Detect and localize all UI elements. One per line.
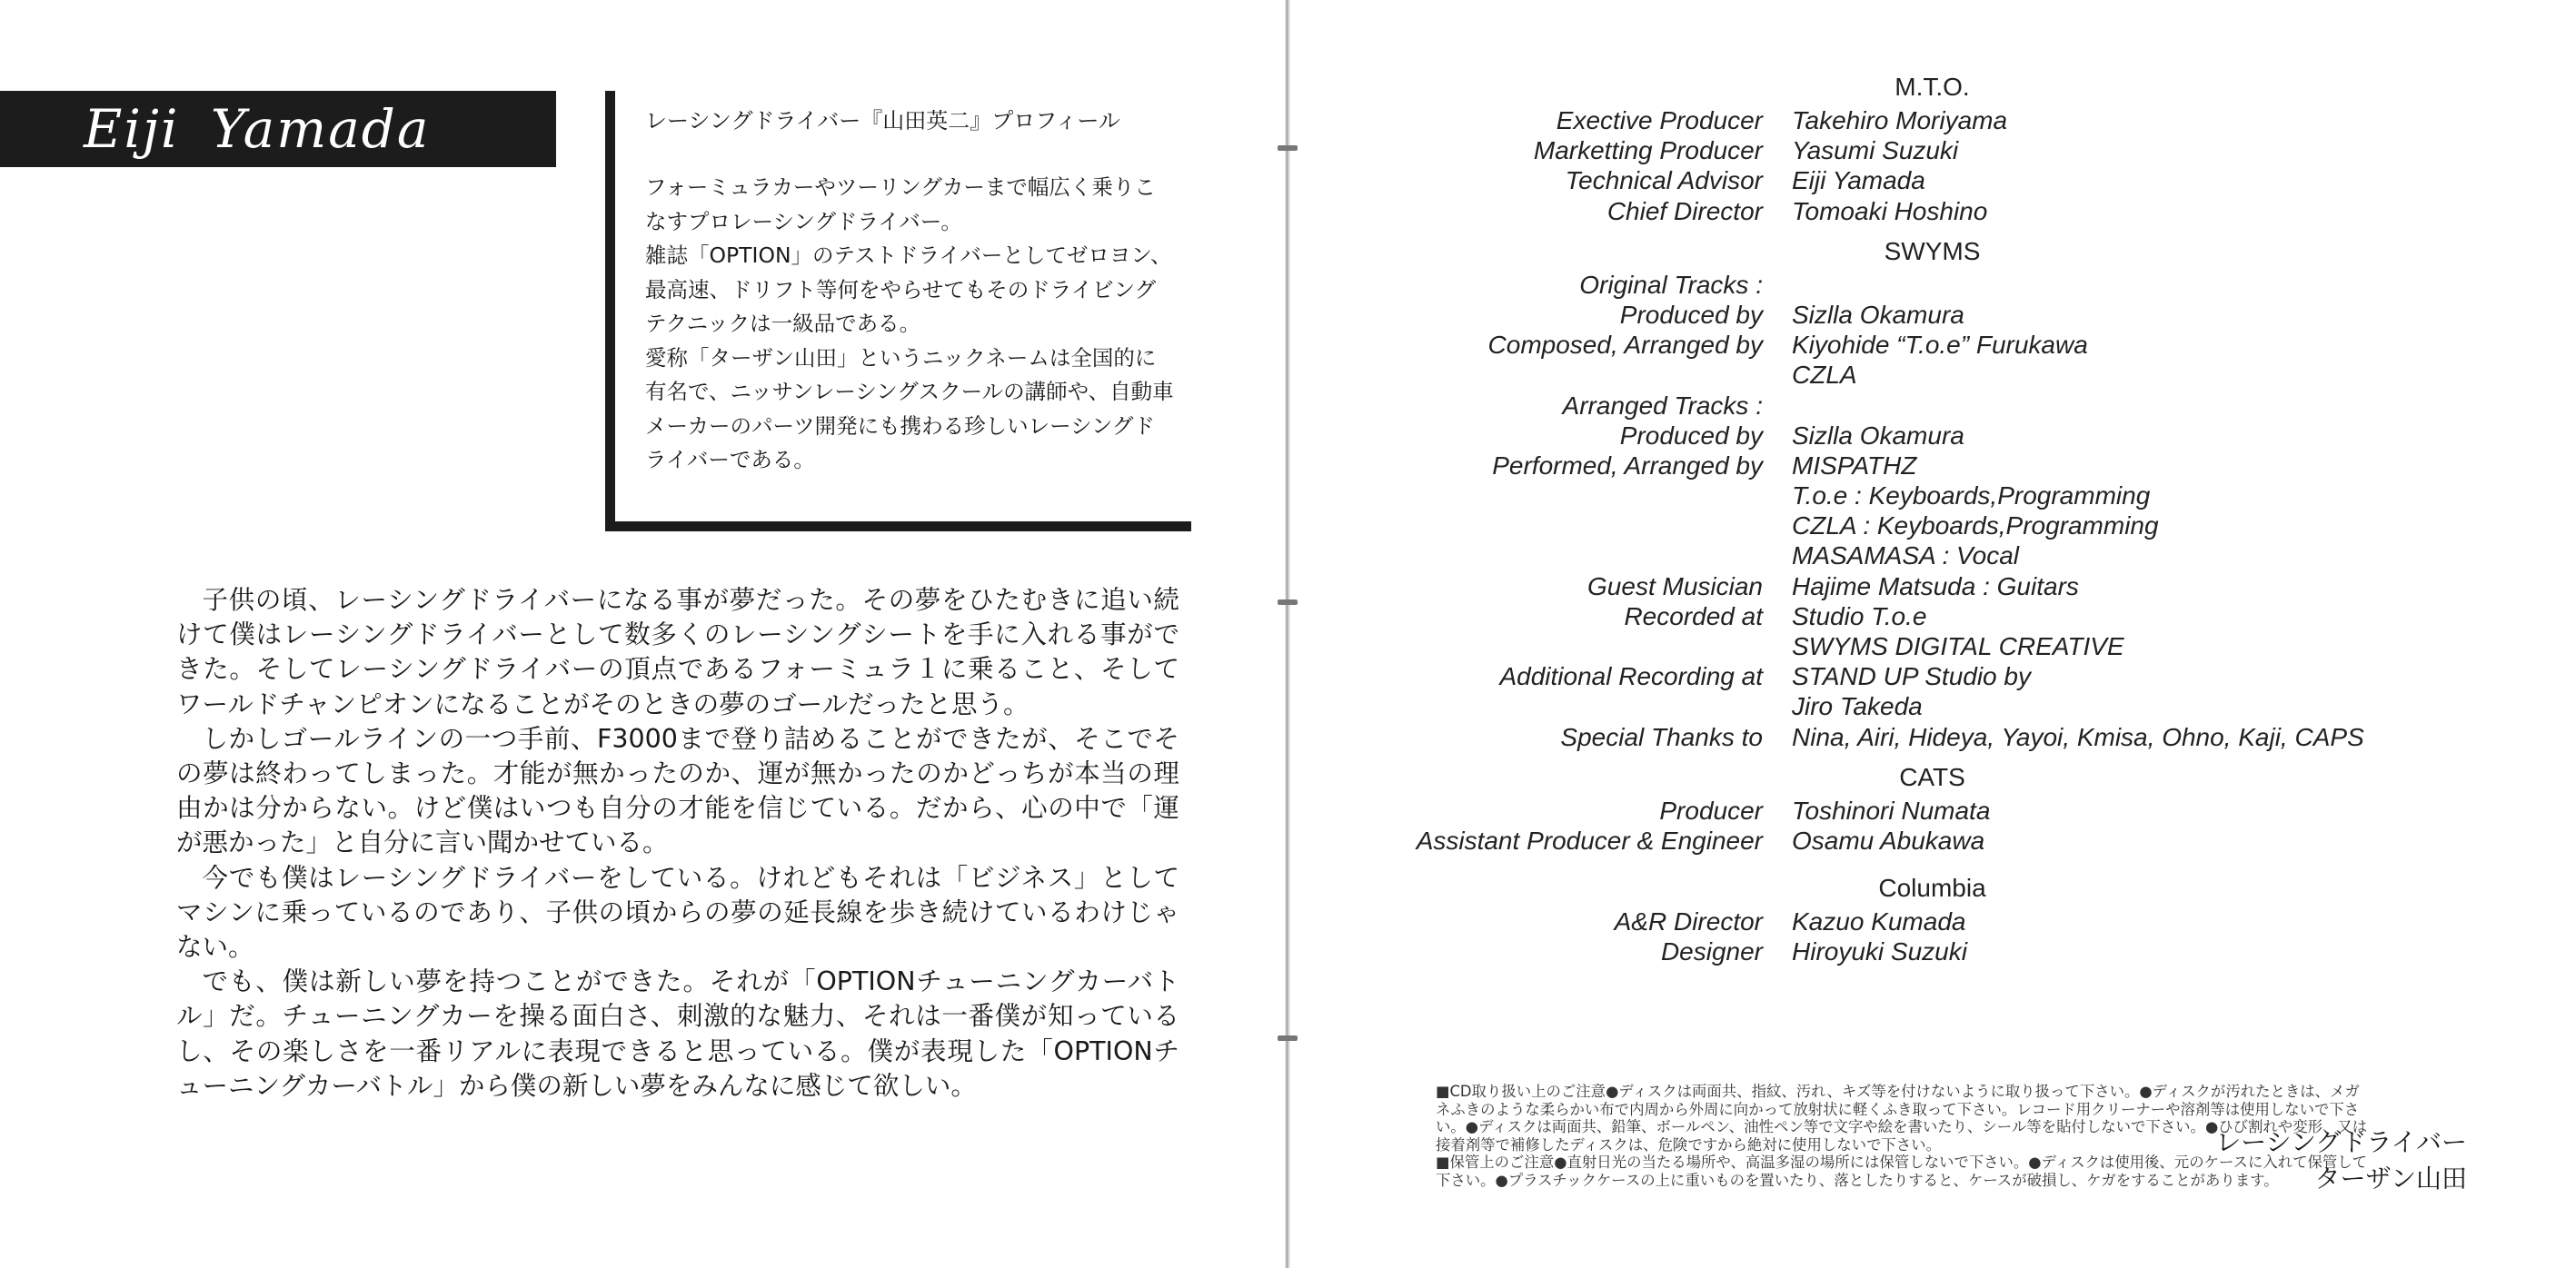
essay-paragraph: しかしゴールラインの一つ手前、F3000まで登り詰めることができたが、そこでその夢は終わってしまった。才能が無かったのか、運が無かったのかどっちが本当の理由かは分からない。けど僕はいつも自分の才能を信じている。だから、心の中で「運が悪かった」と自分に言い聞かせている。 [176, 723, 1179, 858]
credits-section-columbia [1288, 906, 2576, 966]
credit-row [1288, 691, 2576, 721]
credit-row [1288, 421, 2576, 451]
credit-role: Produced by [1619, 300, 1763, 329]
credit-name: T.o.e : Keyboards,Programming [1792, 481, 2151, 510]
credit-name: Kazuo Kumada [1792, 907, 1966, 936]
profile-heading: レーシングドライバー『山田英二』プロフィール [645, 108, 1120, 134]
credit-row [1288, 135, 2576, 165]
credit-role: Performed, Arranged by [1492, 451, 1763, 480]
credit-name: Hiroyuki Suzuki [1792, 937, 1967, 966]
credit-role: Exective Producer [1556, 106, 1763, 134]
credit-name: Hajime Matsuda : Guitars [1792, 571, 2079, 600]
signature-line: ターザン山田 [2314, 1164, 2467, 1194]
care-notice [1436, 1083, 2368, 1190]
credit-name: CZLA : Keyboards,Programming [1792, 511, 2159, 540]
credit-name: Nina, Airi, Hideya, Yayoi, Kmisa, Ohno, Kaji, CAPS [1792, 722, 2364, 751]
credit-role: Designer [1660, 937, 1763, 966]
credit-name: Studio T.o.e [1792, 601, 1927, 630]
essay-paragraph: 子供の頃、レーシングドライバーになる事が夢だった。その夢をひたむきに追い続けて僕はレーシングドライバーとして数多くのレーシングシートを手に入れる事ができた。そしてレーシングドライバーの頂点であるフォーミュラ１に乗ること、そしてワールドチャンピオンになることがそのときの夢のゴールだったと思う。 [176, 585, 1179, 719]
credit-name: STAND UP Studio by [1792, 662, 2031, 691]
credits-section-swyms [1288, 270, 2576, 752]
credit-role: Producer [1659, 796, 1763, 825]
credit-row [1288, 826, 2576, 856]
credit-name: Sizlla Okamura [1792, 300, 1964, 329]
credit-name: Kiyohide “T.o.e” Furukawa [1792, 331, 2088, 360]
credit-row [1288, 601, 2576, 631]
credit-role: Arranged Tracks : [1562, 391, 1763, 420]
credit-name: Yasumi Suzuki [1792, 136, 1959, 165]
credit-row [1288, 360, 2576, 390]
credits-section-heading: M.T.O. [1895, 73, 1970, 101]
credit-role: Additional Recording at [1499, 662, 1763, 691]
profile-paragraph: 愛称「ターザン山田」というニックネームは全国的に有名で、ニッサンレーシングスクールの講師や、自動車メーカーのパーツ開発にも携わる珍しいレーシングドライバーである。 [645, 344, 1174, 472]
signature-line: レーシングドライバー [2215, 1127, 2467, 1157]
credit-name: Sizlla Okamura [1792, 421, 1964, 450]
credit-role: Chief Director [1606, 196, 1763, 225]
credit-name: Tomoaki Hoshino [1792, 196, 1988, 225]
credit-row [1288, 330, 2576, 360]
credit-row [1288, 391, 2576, 421]
credit-role: A&R Director [1614, 907, 1763, 936]
credits-section-cats [1288, 796, 2576, 856]
credit-role: Produced by [1619, 421, 1763, 450]
credits-section-heading: CATS [1899, 762, 1965, 791]
credit-row [1288, 722, 2576, 752]
profile-paragraph: フォーミュラカーやツーリングカーまで幅広く乗りこなすプロレーシングドライバー。 [645, 174, 1156, 234]
credits-section-heading: Columbia [1878, 874, 1986, 903]
credit-name: Jiro Takeda [1792, 692, 1923, 721]
credit-row [1288, 571, 2576, 601]
credit-row [1288, 165, 2576, 195]
credit-row [1288, 540, 2576, 570]
essay [176, 583, 1179, 1104]
credits [1288, 69, 2576, 967]
handling-notice: ■CD取り扱い上のご注意●ディスクは両面共、指紋、汚れ、キズ等を付けないように取り扱って下さい。●ディスクが汚れたときは、メガネふきのような柔らかい布で内周から外周に向かって放射状に軽くふき取って下さい。レコード用クリーナーや溶剤等は使用しないで下さい。●ディスクは両面共、鉛筆、ボールペン、油性ペン等で文字や絵を書いたり、シール等を貼付しないで下さい。●ひび割れや変形、又は接着剤等で補修したディスクは、危険ですから絶対に使用しないで下さい。 [1436, 1083, 2368, 1154]
credit-name: SWYMS DIGITAL CREATIVE [1792, 632, 2124, 660]
credit-row [1288, 105, 2576, 135]
staple-mark [1278, 1035, 1298, 1041]
credit-name: Osamu Abukawa [1792, 826, 1985, 855]
credit-name: Eiji Yamada [1792, 166, 1925, 195]
credit-row [1288, 300, 2576, 330]
profile-paragraph: 雑誌「OPTION」のテストドライバーとしてゼロヨン、最高速、ドリフト等何をやらせてもそのドライビングテクニックは一級品である。 [645, 243, 1172, 336]
essay-paragraph: 今でも僕はレーシングドライバーをしている。けれどもそれは「ビジネス」としてマシンに乗っているのであり、子供の頃からの夢の延長線を歩き続けているわけじゃない。 [176, 862, 1179, 963]
credit-row [1288, 906, 2576, 936]
credit-row [1288, 451, 2576, 480]
credit-role: Original Tracks : [1579, 270, 1763, 299]
credit-role: Marketting Producer [1533, 136, 1763, 165]
credit-name: Toshinori Numata [1792, 796, 1991, 825]
credit-role: Special Thanks to [1560, 722, 1763, 751]
credit-row [1288, 196, 2576, 226]
credit-role: Technical Advisor [1565, 166, 1763, 195]
credit-row [1288, 480, 2576, 510]
credit-row [1288, 270, 2576, 300]
credit-row [1288, 510, 2576, 540]
essay-paragraph: でも、僕は新しい夢を持つことができた。それが「OPTIONチューニングカーバトル」だ。チューニングカーを操る面白さ、刺激的な魅力、それは一番僕が知っているし、その楽しさを一番リアルに表現できると思っている。僕が表現した「OPTIONチューニングカーバトル」から僕の新しい夢をみんなに感じて欲しい。 [176, 966, 1179, 1101]
credit-row [1288, 631, 2576, 661]
credit-role: Assistant Producer & Engineer [1416, 826, 1763, 855]
credit-row [1288, 661, 2576, 691]
credit-name: MISPATHZ [1792, 451, 1917, 480]
credit-name: Takehiro Moriyama [1792, 106, 2008, 134]
credit-name: MASAMASA : Vocal [1792, 541, 2020, 570]
page-title: Eiji Yamada [84, 98, 431, 160]
credit-name: CZLA [1792, 361, 1857, 390]
profile-body [645, 171, 1176, 478]
credits-section-heading: SWYMS [1884, 236, 1981, 265]
credit-row [1288, 936, 2576, 966]
storage-notice: ■保管上のご注意●直射日光の当たる場所や、高温多湿の場所には保管しないで下さい。●ディスクは使用後、元のケースに入れて保管して下さい。●プラスチックケースの上に重いものを置いたり、落としたりすると、ケースが破損し、ケガをすることがあります。 [1436, 1154, 2368, 1189]
credit-role: Recorded at [1624, 601, 1763, 630]
credit-role: Guest Musician [1587, 571, 1763, 600]
credit-role: Composed, Arranged by [1487, 331, 1763, 360]
credit-row [1288, 796, 2576, 826]
credits-section-mto [1288, 105, 2576, 226]
